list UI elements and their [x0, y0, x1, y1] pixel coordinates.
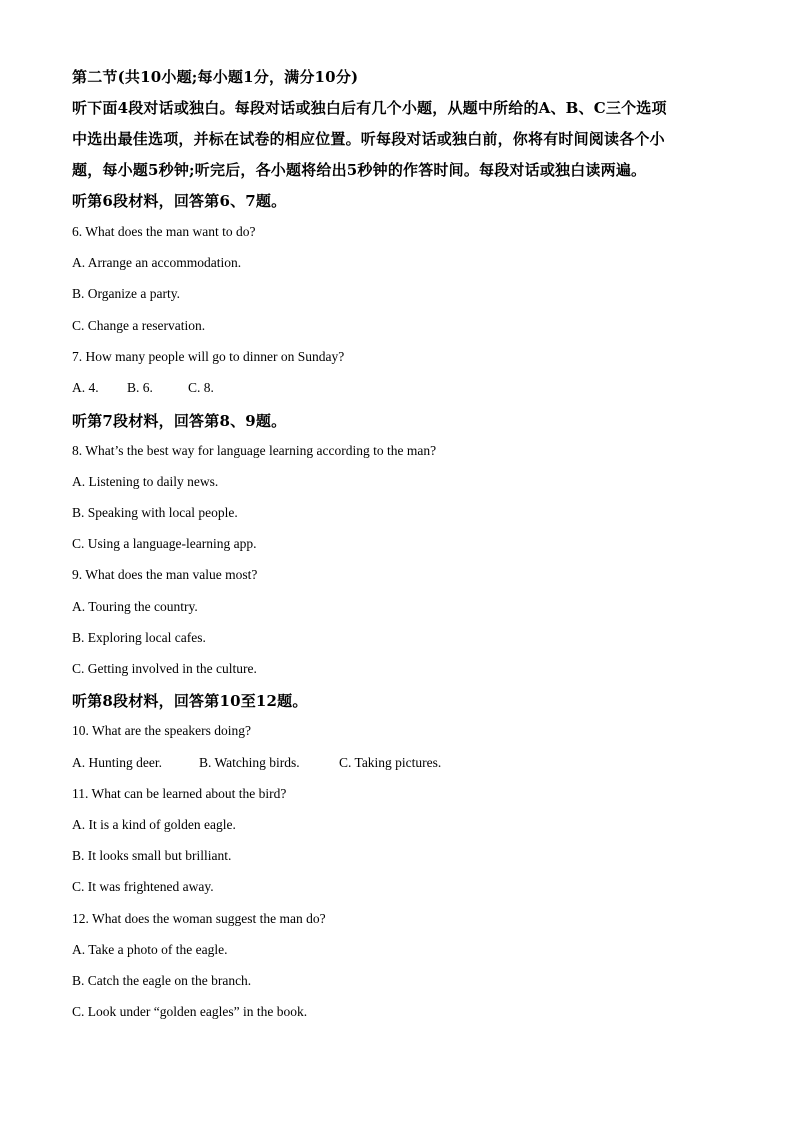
instruction-line: 听下面4段对话或独白。每段对话或独白后有几个小题，从题中所给的A、B、C三个选项 — [72, 99, 667, 117]
answer-option: B. Watching birds. — [199, 755, 300, 770]
instruction-line: 中选出最佳选项，并标在试卷的相应位置。听每段对话或独白前，你将有时间阅读各个小 — [72, 130, 665, 148]
answer-option: C. Using a language-learning app. — [72, 536, 257, 551]
answer-option: A. It is a kind of golden eagle. — [72, 817, 236, 832]
answer-options-row — [72, 380, 214, 396]
answer-option: B. Organize a party. — [72, 286, 180, 301]
group-heading: 听第6段材料，回答第6、7题。 — [72, 192, 287, 210]
question-stem: 11. What can be learned about the bird? — [72, 786, 287, 801]
answer-option: C. 8. — [188, 380, 214, 395]
answer-option: C. Look under “golden eagles” in the book. — [72, 1004, 308, 1019]
answer-option: B. Catch the eagle on the branch. — [72, 973, 252, 988]
answer-option: A. Take a photo of the eagle. — [72, 942, 228, 957]
answer-option: B. It looks small but brilliant. — [72, 848, 232, 863]
answer-option: A. Arrange an accommodation. — [72, 255, 242, 270]
answer-option: C. Getting involved in the culture. — [72, 661, 257, 676]
group-heading: 听第7段材料，回答第8、9题。 — [72, 412, 287, 430]
question-stem: 10. What are the speakers doing? — [72, 723, 251, 738]
instruction-line: 题，每小题5秒钟;听完后，各小题将给出5秒钟的作答时间。每段对话或独白读两遍。 — [72, 161, 647, 179]
answer-option: A. Listening to daily news. — [72, 474, 219, 489]
question-stem: 6. What does the man want to do? — [72, 224, 256, 239]
answer-option: A. 4. — [72, 380, 99, 395]
section-title: 第二节(共10小题;每小题1分，满分10分) — [72, 68, 359, 86]
answer-option: B. 6. — [127, 380, 153, 395]
question-stem: 7. How many people will go to dinner on Sunday? — [72, 349, 345, 364]
group-heading: 听第8段材料，回答第10至12题。 — [72, 692, 308, 710]
answer-option: C. It was frightened away. — [72, 879, 214, 894]
answer-option: A. Hunting deer. — [72, 755, 162, 770]
answer-option: C. Taking pictures. — [339, 755, 442, 770]
answer-option: B. Speaking with local people. — [72, 505, 238, 520]
question-stem: 12. What does the woman suggest the man do? — [72, 911, 326, 926]
question-stem: 8. What’s the best way for language learning according to the man? — [72, 443, 437, 458]
answer-options-row — [72, 755, 441, 771]
answer-option: B. Exploring local cafes. — [72, 630, 206, 645]
answer-option: C. Change a reservation. — [72, 318, 206, 333]
answer-option: A. Touring the country. — [72, 599, 198, 614]
question-stem: 9. What does the man value most? — [72, 567, 258, 582]
